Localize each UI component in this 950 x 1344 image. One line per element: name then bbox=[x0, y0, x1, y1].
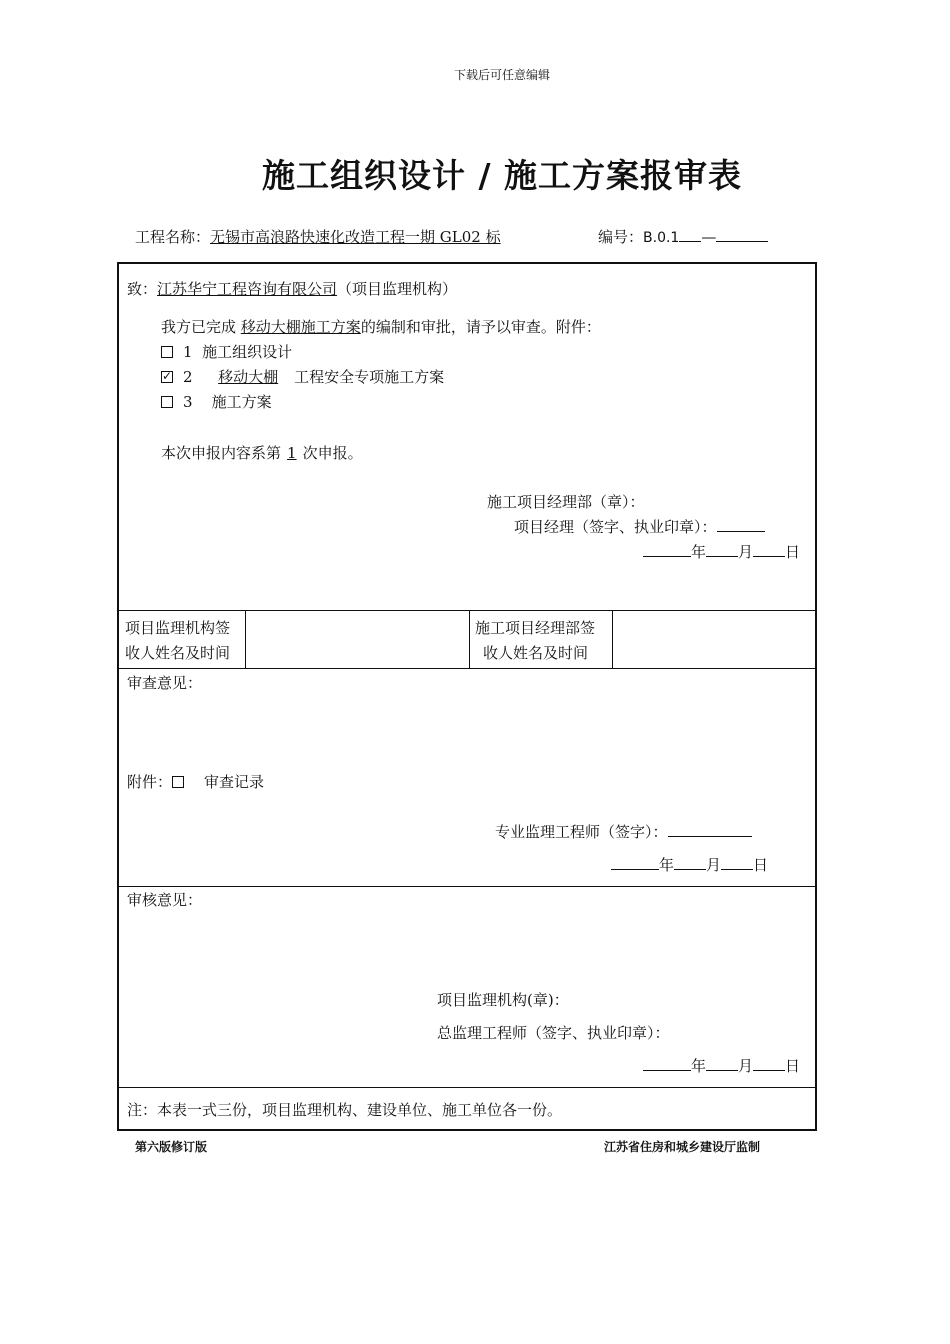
attachment-1-checkbox[interactable] bbox=[161, 346, 173, 358]
project-name-value: 无锡市高浪路快速化改造工程一期 GL02 标 bbox=[210, 228, 501, 246]
project-manager-label: 项目经理（签字、执业印章）： bbox=[514, 518, 717, 536]
page-title: 施工组织设计 / 施工方案报审表 bbox=[261, 156, 743, 195]
attachment-1-text: 施工组织设计 bbox=[202, 343, 293, 361]
completion-line bbox=[161, 317, 601, 337]
attachment-item-3 bbox=[161, 392, 272, 412]
supervisor-receiver-label-1: 项目监理机构签 bbox=[125, 619, 231, 637]
form-number-label: 编号： bbox=[598, 228, 644, 246]
completion-prefix: 我方已完成 bbox=[161, 318, 237, 336]
attachment-3-text: 施工方案 bbox=[211, 393, 272, 411]
divider bbox=[469, 610, 470, 668]
project-name-label: 工程名称： bbox=[135, 228, 211, 246]
report-prefix: 本次申报内容系第 bbox=[161, 444, 282, 462]
project-manager-line bbox=[514, 517, 765, 537]
attachment-3-checkbox[interactable] bbox=[161, 396, 173, 408]
review-attachment-line: 附件： 审查记录 bbox=[127, 773, 265, 791]
contractor-dept-line: 施工项目经理部（章）： bbox=[487, 493, 645, 511]
completion-suffix: 的编制和审批，请予以审查。附件： bbox=[360, 318, 601, 336]
supervision-org-line: 项目监理机构(章)： bbox=[437, 991, 569, 1009]
attachment-2-checkbox[interactable] bbox=[161, 371, 173, 383]
report-suffix: 次申报。 bbox=[302, 444, 363, 462]
attachment-1-num: 1 bbox=[183, 343, 193, 361]
form-number-dash: — bbox=[701, 228, 717, 246]
completion-value: 移动大棚施工方案 bbox=[240, 318, 361, 336]
attachment-2-fill: 移动大棚 bbox=[218, 368, 279, 386]
review-opinion-label: 审查意见： bbox=[127, 674, 203, 692]
divider bbox=[119, 886, 815, 887]
attachment-item-1 bbox=[161, 342, 292, 362]
attachment-2-num: 2 bbox=[183, 368, 193, 386]
form-note: 注：本表一式三份，项目监理机构、建设单位、施工单位各一份。 bbox=[127, 1101, 563, 1119]
chief-engineer-line: 总监理工程师（签字、执业印章）： bbox=[437, 1024, 670, 1042]
attachment-2-text: 工程安全专项施工方案 bbox=[294, 368, 445, 386]
divider bbox=[245, 610, 246, 668]
divider bbox=[119, 668, 815, 669]
divider bbox=[119, 1087, 815, 1088]
contractor-receiver-label-2: 收人姓名及时间 bbox=[483, 644, 589, 662]
footer-edition: 第六版修订版 bbox=[135, 1140, 208, 1154]
section3-date: 年 月 日 bbox=[643, 1056, 800, 1076]
report-count-line bbox=[161, 443, 363, 463]
attachment-item-2 bbox=[161, 367, 444, 387]
form-number-line bbox=[598, 226, 768, 247]
divider bbox=[612, 610, 613, 668]
supervisor-receiver-label-2: 收人姓名及时间 bbox=[125, 644, 231, 662]
engineer-signature-line: 专业监理工程师（签字）： bbox=[495, 822, 752, 842]
section2-date: 年 月 日 bbox=[611, 855, 768, 875]
review-form bbox=[117, 262, 817, 1131]
addressee-value: 江苏华宁工程咨询有限公司 bbox=[157, 280, 338, 298]
addressee-label: 致： bbox=[127, 280, 158, 298]
addressee-line bbox=[127, 279, 457, 299]
addressee-suffix: （项目监理机构） bbox=[337, 280, 458, 298]
footer-issuer: 江苏省住房和城乡建设厅监制 bbox=[604, 1140, 761, 1154]
contractor-receiver-label-1: 施工项目经理部签 bbox=[475, 619, 596, 637]
top-note: 下载后可任意编辑 bbox=[453, 68, 550, 82]
attachment-3-num: 3 bbox=[183, 393, 193, 411]
section1-date: 年 月 日 bbox=[643, 542, 800, 562]
review-record-text: 审查记录 bbox=[204, 773, 265, 791]
report-number: 1 bbox=[287, 444, 297, 462]
project-name-line bbox=[135, 226, 501, 247]
review-record-checkbox[interactable] bbox=[172, 776, 184, 788]
audit-opinion-label: 审核意见： bbox=[127, 891, 203, 909]
divider bbox=[119, 610, 815, 611]
form-number-value: B.0.1 bbox=[643, 230, 680, 246]
